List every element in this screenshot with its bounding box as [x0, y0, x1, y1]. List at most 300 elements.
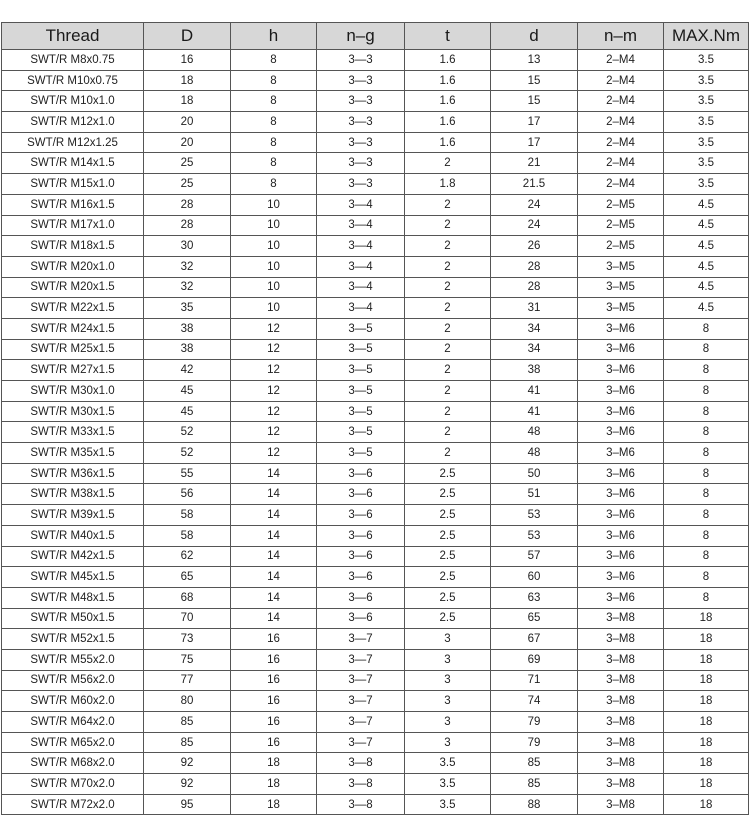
cell-col-height: 16 — [231, 629, 317, 650]
cell-col-n-g: 3—6 — [317, 567, 405, 588]
cell-col-thread: SWT/R M20x1.0 — [2, 256, 144, 277]
cell-col-thread: SWT/R M45x1.5 — [2, 567, 144, 588]
cell-col-n-g: 3—3 — [317, 174, 405, 195]
cell-col-thickness: 3 — [405, 712, 491, 733]
cell-col-height: 16 — [231, 732, 317, 753]
cell-col-height: 10 — [231, 236, 317, 257]
cell-col-height: 10 — [231, 277, 317, 298]
cell-col-height: 14 — [231, 484, 317, 505]
cell-col-n-g: 3—6 — [317, 587, 405, 608]
cell-col-outer-diameter: 77 — [144, 670, 231, 691]
cell-col-max-torque: 3.5 — [664, 174, 749, 195]
table-row — [2, 753, 749, 774]
cell-col-n-g: 3—4 — [317, 256, 405, 277]
cell-col-max-torque: 8 — [664, 381, 749, 402]
cell-col-n-g: 3—7 — [317, 629, 405, 650]
cell-col-height: 12 — [231, 443, 317, 464]
cell-col-thread: SWT/R M42x1.5 — [2, 546, 144, 567]
cell-col-thickness: 2.5 — [405, 505, 491, 526]
table-row — [2, 132, 749, 153]
cell-col-n-g: 3—5 — [317, 360, 405, 381]
cell-col-thickness: 2 — [405, 318, 491, 339]
cell-col-thread: SWT/R M60x2.0 — [2, 691, 144, 712]
cell-col-max-torque: 18 — [664, 608, 749, 629]
cell-col-n-m: 3–M8 — [578, 732, 664, 753]
cell-col-inner-diameter: 17 — [491, 132, 578, 153]
cell-col-thread: SWT/R M15x1.0 — [2, 174, 144, 195]
cell-col-inner-diameter: 28 — [491, 256, 578, 277]
cell-col-height: 18 — [231, 753, 317, 774]
cell-col-max-torque: 8 — [664, 587, 749, 608]
cell-col-thread: SWT/R M10x1.0 — [2, 91, 144, 112]
cell-col-thickness: 2.5 — [405, 463, 491, 484]
cell-col-outer-diameter: 45 — [144, 381, 231, 402]
cell-col-n-g: 3—6 — [317, 463, 405, 484]
cell-col-thickness: 1.6 — [405, 50, 491, 71]
cell-col-inner-diameter: 15 — [491, 70, 578, 91]
cell-col-thickness: 2 — [405, 298, 491, 319]
cell-col-max-torque: 3.5 — [664, 153, 749, 174]
cell-col-n-g: 3—3 — [317, 153, 405, 174]
cell-col-outer-diameter: 70 — [144, 608, 231, 629]
cell-col-height: 12 — [231, 339, 317, 360]
cell-col-thread: SWT/R M24x1.5 — [2, 318, 144, 339]
cell-col-height: 8 — [231, 50, 317, 71]
cell-col-n-m: 2–M4 — [578, 174, 664, 195]
cell-col-outer-diameter: 92 — [144, 774, 231, 795]
cell-col-max-torque: 8 — [664, 360, 749, 381]
cell-col-n-g: 3—7 — [317, 691, 405, 712]
table-row — [2, 422, 749, 443]
cell-col-thread: SWT/R M33x1.5 — [2, 422, 144, 443]
cell-col-outer-diameter: 30 — [144, 236, 231, 257]
cell-col-outer-diameter: 38 — [144, 318, 231, 339]
table-row — [2, 567, 749, 588]
cell-col-height: 14 — [231, 463, 317, 484]
cell-col-n-g: 3—8 — [317, 753, 405, 774]
cell-col-thickness: 1.8 — [405, 174, 491, 195]
cell-col-inner-diameter: 67 — [491, 629, 578, 650]
cell-col-n-m: 2–M5 — [578, 215, 664, 236]
cell-col-height: 14 — [231, 587, 317, 608]
cell-col-outer-diameter: 92 — [144, 753, 231, 774]
cell-col-n-g: 3—5 — [317, 422, 405, 443]
cell-col-thickness: 3 — [405, 691, 491, 712]
cell-col-max-torque: 18 — [664, 691, 749, 712]
cell-col-n-m: 3–M8 — [578, 670, 664, 691]
table-row — [2, 774, 749, 795]
cell-col-max-torque: 8 — [664, 505, 749, 526]
cell-col-thickness: 3 — [405, 732, 491, 753]
table-row — [2, 50, 749, 71]
cell-col-n-g: 3—3 — [317, 91, 405, 112]
cell-col-height: 14 — [231, 567, 317, 588]
cell-col-n-g: 3—8 — [317, 774, 405, 795]
cell-col-thickness: 2 — [405, 339, 491, 360]
cell-col-height: 16 — [231, 649, 317, 670]
cell-col-thickness: 2 — [405, 215, 491, 236]
cell-col-n-m: 3–M6 — [578, 546, 664, 567]
cell-col-thread: SWT/R M56x2.0 — [2, 670, 144, 691]
cell-col-n-m: 3–M6 — [578, 339, 664, 360]
cell-col-height: 18 — [231, 794, 317, 815]
cell-col-height: 16 — [231, 670, 317, 691]
cell-col-inner-diameter: 41 — [491, 381, 578, 402]
cell-col-thread: SWT/R M17x1.0 — [2, 215, 144, 236]
cell-col-n-g: 3—3 — [317, 132, 405, 153]
table-row — [2, 608, 749, 629]
cell-col-height: 12 — [231, 360, 317, 381]
cell-col-inner-diameter: 21.5 — [491, 174, 578, 195]
cell-col-height: 8 — [231, 112, 317, 133]
cell-col-height: 10 — [231, 215, 317, 236]
cell-col-n-m: 2–M4 — [578, 153, 664, 174]
cell-col-n-g: 3—4 — [317, 194, 405, 215]
cell-col-max-torque: 3.5 — [664, 91, 749, 112]
cell-col-n-m: 3–M6 — [578, 443, 664, 464]
cell-col-max-torque: 8 — [664, 339, 749, 360]
cell-col-n-m: 2–M4 — [578, 50, 664, 71]
cell-col-thread: SWT/R M18x1.5 — [2, 236, 144, 257]
cell-col-inner-diameter: 38 — [491, 360, 578, 381]
table-row — [2, 194, 749, 215]
cell-col-n-m: 3–M6 — [578, 484, 664, 505]
cell-col-thickness: 2 — [405, 401, 491, 422]
header-col-thread: Thread — [2, 23, 144, 50]
cell-col-height: 12 — [231, 422, 317, 443]
cell-col-max-torque: 18 — [664, 712, 749, 733]
cell-col-max-torque: 18 — [664, 774, 749, 795]
table-row — [2, 381, 749, 402]
cell-col-outer-diameter: 18 — [144, 91, 231, 112]
table-row — [2, 91, 749, 112]
cell-col-thread: SWT/R M52x1.5 — [2, 629, 144, 650]
cell-col-outer-diameter: 42 — [144, 360, 231, 381]
cell-col-outer-diameter: 20 — [144, 132, 231, 153]
cell-col-thread: SWT/R M65x2.0 — [2, 732, 144, 753]
cell-col-n-m: 3–M8 — [578, 649, 664, 670]
cell-col-outer-diameter: 28 — [144, 215, 231, 236]
cell-col-height: 14 — [231, 525, 317, 546]
cell-col-outer-diameter: 55 — [144, 463, 231, 484]
cell-col-inner-diameter: 50 — [491, 463, 578, 484]
cell-col-height: 18 — [231, 774, 317, 795]
table-row — [2, 153, 749, 174]
table-row — [2, 629, 749, 650]
cell-col-n-m: 2–M4 — [578, 70, 664, 91]
cell-col-thickness: 3.5 — [405, 794, 491, 815]
cell-col-outer-diameter: 75 — [144, 649, 231, 670]
cell-col-height: 8 — [231, 132, 317, 153]
cell-col-thickness: 2.5 — [405, 525, 491, 546]
cell-col-thread: SWT/R M8x0.75 — [2, 50, 144, 71]
cell-col-n-m: 3–M6 — [578, 587, 664, 608]
cell-col-inner-diameter: 24 — [491, 215, 578, 236]
table-row — [2, 174, 749, 195]
table-row — [2, 318, 749, 339]
cell-col-n-m: 3–M5 — [578, 256, 664, 277]
cell-col-max-torque: 4.5 — [664, 277, 749, 298]
cell-col-max-torque: 18 — [664, 753, 749, 774]
cell-col-inner-diameter: 53 — [491, 505, 578, 526]
cell-col-inner-diameter: 79 — [491, 712, 578, 733]
cell-col-inner-diameter: 79 — [491, 732, 578, 753]
cell-col-thickness: 2.5 — [405, 587, 491, 608]
cell-col-n-g: 3—3 — [317, 50, 405, 71]
cell-col-height: 8 — [231, 174, 317, 195]
cell-col-max-torque: 18 — [664, 732, 749, 753]
cell-col-n-m: 2–M4 — [578, 91, 664, 112]
cell-col-max-torque: 8 — [664, 401, 749, 422]
cell-col-n-m: 3–M6 — [578, 401, 664, 422]
cell-col-inner-diameter: 48 — [491, 443, 578, 464]
cell-col-max-torque: 18 — [664, 629, 749, 650]
cell-col-n-g: 3—5 — [317, 443, 405, 464]
cell-col-n-g: 3—8 — [317, 794, 405, 815]
cell-col-outer-diameter: 56 — [144, 484, 231, 505]
cell-col-height: 16 — [231, 691, 317, 712]
cell-col-inner-diameter: 88 — [491, 794, 578, 815]
cell-col-max-torque: 4.5 — [664, 194, 749, 215]
cell-col-max-torque: 8 — [664, 525, 749, 546]
cell-col-n-m: 3–M8 — [578, 794, 664, 815]
cell-col-inner-diameter: 31 — [491, 298, 578, 319]
cell-col-inner-diameter: 48 — [491, 422, 578, 443]
cell-col-outer-diameter: 32 — [144, 256, 231, 277]
cell-col-n-g: 3—7 — [317, 649, 405, 670]
cell-col-n-m: 2–M4 — [578, 132, 664, 153]
cell-col-thread: SWT/R M68x2.0 — [2, 753, 144, 774]
cell-col-n-g: 3—4 — [317, 277, 405, 298]
cell-col-max-torque: 4.5 — [664, 298, 749, 319]
cell-col-inner-diameter: 21 — [491, 153, 578, 174]
table-row — [2, 360, 749, 381]
cell-col-inner-diameter: 28 — [491, 277, 578, 298]
table-row — [2, 463, 749, 484]
table-row — [2, 525, 749, 546]
table-row — [2, 712, 749, 733]
cell-col-outer-diameter: 45 — [144, 401, 231, 422]
cell-col-height: 10 — [231, 194, 317, 215]
table-row — [2, 401, 749, 422]
cell-col-thickness: 2 — [405, 236, 491, 257]
cell-col-outer-diameter: 38 — [144, 339, 231, 360]
cell-col-thread: SWT/R M39x1.5 — [2, 505, 144, 526]
cell-col-outer-diameter: 73 — [144, 629, 231, 650]
cell-col-thickness: 1.6 — [405, 112, 491, 133]
cell-col-n-m: 3–M8 — [578, 753, 664, 774]
cell-col-thread: SWT/R M38x1.5 — [2, 484, 144, 505]
cell-col-thickness: 2 — [405, 194, 491, 215]
cell-col-outer-diameter: 65 — [144, 567, 231, 588]
cell-col-n-g: 3—6 — [317, 505, 405, 526]
cell-col-thread: SWT/R M14x1.5 — [2, 153, 144, 174]
cell-col-outer-diameter: 25 — [144, 174, 231, 195]
cell-col-height: 10 — [231, 256, 317, 277]
cell-col-thickness: 1.6 — [405, 132, 491, 153]
cell-col-inner-diameter: 26 — [491, 236, 578, 257]
cell-col-max-torque: 8 — [664, 546, 749, 567]
cell-col-n-m: 3–M8 — [578, 608, 664, 629]
cell-col-n-m: 3–M8 — [578, 774, 664, 795]
cell-col-n-m: 2–M4 — [578, 112, 664, 133]
cell-col-max-torque: 4.5 — [664, 256, 749, 277]
cell-col-n-g: 3—3 — [317, 112, 405, 133]
cell-col-n-g: 3—6 — [317, 546, 405, 567]
cell-col-thickness: 2.5 — [405, 546, 491, 567]
cell-col-n-g: 3—7 — [317, 712, 405, 733]
cell-col-n-m: 3–M8 — [578, 712, 664, 733]
cell-col-outer-diameter: 62 — [144, 546, 231, 567]
table-body — [2, 50, 749, 815]
cell-col-n-g: 3—5 — [317, 339, 405, 360]
cell-col-thickness: 1.6 — [405, 70, 491, 91]
cell-col-n-m: 3–M6 — [578, 525, 664, 546]
cell-col-thread: SWT/R M27x1.5 — [2, 360, 144, 381]
cell-col-max-torque: 3.5 — [664, 50, 749, 71]
cell-col-max-torque: 18 — [664, 649, 749, 670]
thread-spec-table — [1, 22, 749, 815]
cell-col-outer-diameter: 20 — [144, 112, 231, 133]
cell-col-thickness: 1.6 — [405, 91, 491, 112]
table-row — [2, 339, 749, 360]
table-row — [2, 298, 749, 319]
cell-col-n-m: 3–M8 — [578, 691, 664, 712]
cell-col-max-torque: 18 — [664, 794, 749, 815]
cell-col-thread: SWT/R M20x1.5 — [2, 277, 144, 298]
header-col-inner-diameter: d — [491, 23, 578, 50]
cell-col-thread: SWT/R M10x0.75 — [2, 70, 144, 91]
cell-col-inner-diameter: 15 — [491, 91, 578, 112]
table-row — [2, 256, 749, 277]
cell-col-n-m: 3–M6 — [578, 360, 664, 381]
cell-col-thread: SWT/R M50x1.5 — [2, 608, 144, 629]
cell-col-outer-diameter: 35 — [144, 298, 231, 319]
cell-col-thread: SWT/R M16x1.5 — [2, 194, 144, 215]
cell-col-n-g: 3—7 — [317, 670, 405, 691]
cell-col-inner-diameter: 85 — [491, 753, 578, 774]
cell-col-thread: SWT/R M55x2.0 — [2, 649, 144, 670]
table-row — [2, 794, 749, 815]
cell-col-outer-diameter: 52 — [144, 422, 231, 443]
cell-col-inner-diameter: 71 — [491, 670, 578, 691]
table-header-row — [2, 23, 749, 50]
cell-col-n-g: 3—3 — [317, 70, 405, 91]
cell-col-max-torque: 4.5 — [664, 236, 749, 257]
cell-col-height: 12 — [231, 318, 317, 339]
cell-col-thickness: 2 — [405, 443, 491, 464]
cell-col-height: 16 — [231, 712, 317, 733]
cell-col-n-m: 2–M5 — [578, 236, 664, 257]
cell-col-inner-diameter: 34 — [491, 318, 578, 339]
cell-col-thread: SWT/R M30x1.5 — [2, 401, 144, 422]
table-row — [2, 691, 749, 712]
cell-col-outer-diameter: 58 — [144, 525, 231, 546]
cell-col-n-g: 3—4 — [317, 236, 405, 257]
cell-col-thickness: 3.5 — [405, 774, 491, 795]
spec-table-container — [1, 22, 748, 815]
table-row — [2, 732, 749, 753]
cell-col-inner-diameter: 63 — [491, 587, 578, 608]
table-row — [2, 277, 749, 298]
cell-col-thread: SWT/R M30x1.0 — [2, 381, 144, 402]
cell-col-n-m: 3–M6 — [578, 422, 664, 443]
table-row — [2, 505, 749, 526]
cell-col-thickness: 2 — [405, 422, 491, 443]
cell-col-n-m: 2–M5 — [578, 194, 664, 215]
cell-col-n-g: 3—5 — [317, 401, 405, 422]
header-col-thickness: t — [405, 23, 491, 50]
cell-col-max-torque: 3.5 — [664, 70, 749, 91]
cell-col-height: 10 — [231, 298, 317, 319]
cell-col-max-torque: 18 — [664, 670, 749, 691]
cell-col-inner-diameter: 53 — [491, 525, 578, 546]
cell-col-thread: SWT/R M64x2.0 — [2, 712, 144, 733]
cell-col-inner-diameter: 65 — [491, 608, 578, 629]
table-row — [2, 484, 749, 505]
cell-col-height: 8 — [231, 153, 317, 174]
cell-col-n-m: 3–M6 — [578, 567, 664, 588]
cell-col-height: 12 — [231, 401, 317, 422]
cell-col-max-torque: 8 — [664, 443, 749, 464]
cell-col-inner-diameter: 51 — [491, 484, 578, 505]
cell-col-inner-diameter: 85 — [491, 774, 578, 795]
cell-col-thickness: 3 — [405, 629, 491, 650]
cell-col-height: 8 — [231, 91, 317, 112]
table-row — [2, 649, 749, 670]
cell-col-thickness: 2 — [405, 277, 491, 298]
cell-col-outer-diameter: 52 — [144, 443, 231, 464]
cell-col-thread: SWT/R M22x1.5 — [2, 298, 144, 319]
cell-col-n-g: 3—4 — [317, 298, 405, 319]
cell-col-n-m: 3–M6 — [578, 463, 664, 484]
cell-col-thread: SWT/R M72x2.0 — [2, 794, 144, 815]
cell-col-thread: SWT/R M40x1.5 — [2, 525, 144, 546]
cell-col-outer-diameter: 80 — [144, 691, 231, 712]
cell-col-n-g: 3—6 — [317, 525, 405, 546]
header-col-n-m: n–m — [578, 23, 664, 50]
cell-col-outer-diameter: 95 — [144, 794, 231, 815]
cell-col-thickness: 2 — [405, 360, 491, 381]
cell-col-n-g: 3—6 — [317, 608, 405, 629]
cell-col-n-m: 3–M6 — [578, 318, 664, 339]
cell-col-n-g: 3—7 — [317, 732, 405, 753]
cell-col-max-torque: 4.5 — [664, 215, 749, 236]
cell-col-max-torque: 8 — [664, 567, 749, 588]
header-col-n-g: n–g — [317, 23, 405, 50]
cell-col-thread: SWT/R M25x1.5 — [2, 339, 144, 360]
cell-col-inner-diameter: 41 — [491, 401, 578, 422]
cell-col-inner-diameter: 69 — [491, 649, 578, 670]
cell-col-thread: SWT/R M48x1.5 — [2, 587, 144, 608]
cell-col-outer-diameter: 58 — [144, 505, 231, 526]
table-row — [2, 236, 749, 257]
cell-col-thickness: 2 — [405, 381, 491, 402]
cell-col-thread: SWT/R M12x1.25 — [2, 132, 144, 153]
header-col-outer-diameter: D — [144, 23, 231, 50]
cell-col-max-torque: 8 — [664, 463, 749, 484]
cell-col-n-m: 3–M5 — [578, 298, 664, 319]
cell-col-inner-diameter: 24 — [491, 194, 578, 215]
cell-col-max-torque: 3.5 — [664, 132, 749, 153]
cell-col-outer-diameter: 28 — [144, 194, 231, 215]
cell-col-height: 8 — [231, 70, 317, 91]
cell-col-n-m: 3–M8 — [578, 629, 664, 650]
cell-col-n-m: 3–M5 — [578, 277, 664, 298]
table-row — [2, 112, 749, 133]
cell-col-n-m: 3–M6 — [578, 505, 664, 526]
cell-col-height: 14 — [231, 608, 317, 629]
